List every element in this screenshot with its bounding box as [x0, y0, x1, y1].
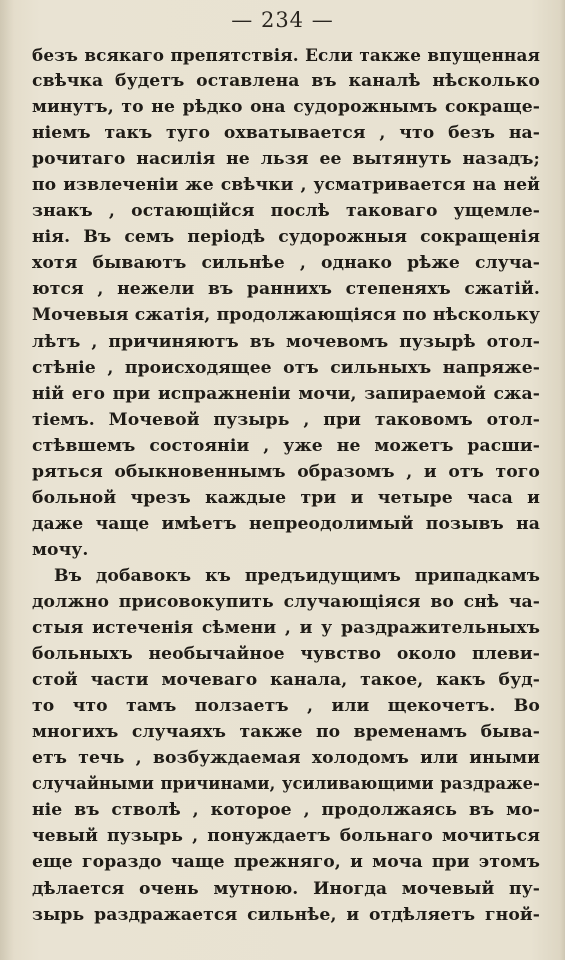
text-line: Въ добавокъ къ предъидущимъ припадкамъ	[54, 565, 540, 586]
text-line: ніе въ стволѣ , которое , продолжаясь въ мо-	[32, 800, 540, 821]
page-number: — 234 —	[231, 8, 334, 32]
text-line: мочу.	[32, 539, 89, 560]
text-line: лѣтъ , причиняютъ въ мочевомъ пузырѣ отол-	[32, 331, 540, 352]
text-line: многихъ случаяхъ также по временамъ быва-	[32, 722, 540, 743]
text-line: хотя бываютъ сильнѣе , однако рѣже случа-	[32, 253, 540, 274]
text-line: еще гораздо чаще прежняго, и моча при этомъ	[32, 852, 540, 873]
text-line: должно присовокупить случающіяся во снѣ ча-	[32, 591, 540, 612]
text-line: чевый пузырь , понуждаетъ больнаго мочиться	[32, 826, 540, 847]
text-line: случайными причинами, усиливающими раздраже-	[32, 774, 540, 794]
text-line: дѣлается очень мутною. Иногда мочевый пу-	[32, 878, 540, 899]
text-line: нія. Въ семъ періодѣ судорожныя сокращенія	[32, 227, 540, 248]
text-line: свѣчка будетъ оставлена въ каналѣ нѣсколько	[32, 71, 540, 92]
text-line: тіемъ. Мочевой пузырь , при таковомъ отол-	[32, 409, 540, 430]
text-line: стѣніе , происходящее отъ сильныхъ напряже-	[32, 357, 540, 378]
text-line: Мочевыя сжатія, продолжающіяся по нѣскольку	[32, 305, 540, 326]
text-line: зырь раздражается сильнѣе, и отдѣляетъ гной-	[32, 904, 540, 925]
text-line: ніемъ такъ туго охватывается , что безъ на-	[32, 123, 540, 144]
text-line: етъ течь , возбуждаемая холодомъ или иными	[32, 748, 540, 769]
text-line: знакъ , остающійся послѣ таковаго ущемле-	[32, 201, 540, 222]
text-line: рочитаго насилія не льзя ее вытянуть назадъ;	[32, 149, 540, 170]
text-line: ются , нежели въ раннихъ степеняхъ сжатій.	[32, 279, 540, 300]
text-line: больной чрезъ каждые три и четыре часа и	[32, 487, 540, 508]
text-line: стыя истеченія сѣмени , и у раздражительныхъ	[32, 618, 540, 639]
text-line: ній его при испражненіи мочи, запираемой сжа-	[32, 383, 540, 404]
body-text	[32, 42, 540, 928]
text-line: стѣвшемъ состояніи , уже не можетъ расши-	[32, 435, 540, 456]
text-line: ряться обыкновеннымъ образомъ , и отъ того	[32, 461, 540, 482]
text-line: минутъ, то не рѣдко она судорожнымъ сокраще-	[32, 97, 540, 118]
text-line: стой части мочеваго канала, такое, какъ буд-	[32, 670, 540, 691]
text-line: даже чаще имѣетъ непреодолимый позывъ на	[32, 513, 540, 534]
text-line: по извлеченіи же свѣчки , усматривается на ней	[32, 175, 540, 196]
text-line: то что тамъ ползаетъ , или щекочетъ. Во	[32, 696, 540, 717]
text-line: безъ всякаго препятствія. Если также впущенная	[32, 45, 540, 65]
text-line: больныхъ необычайное чувство около плеви-	[32, 644, 540, 665]
